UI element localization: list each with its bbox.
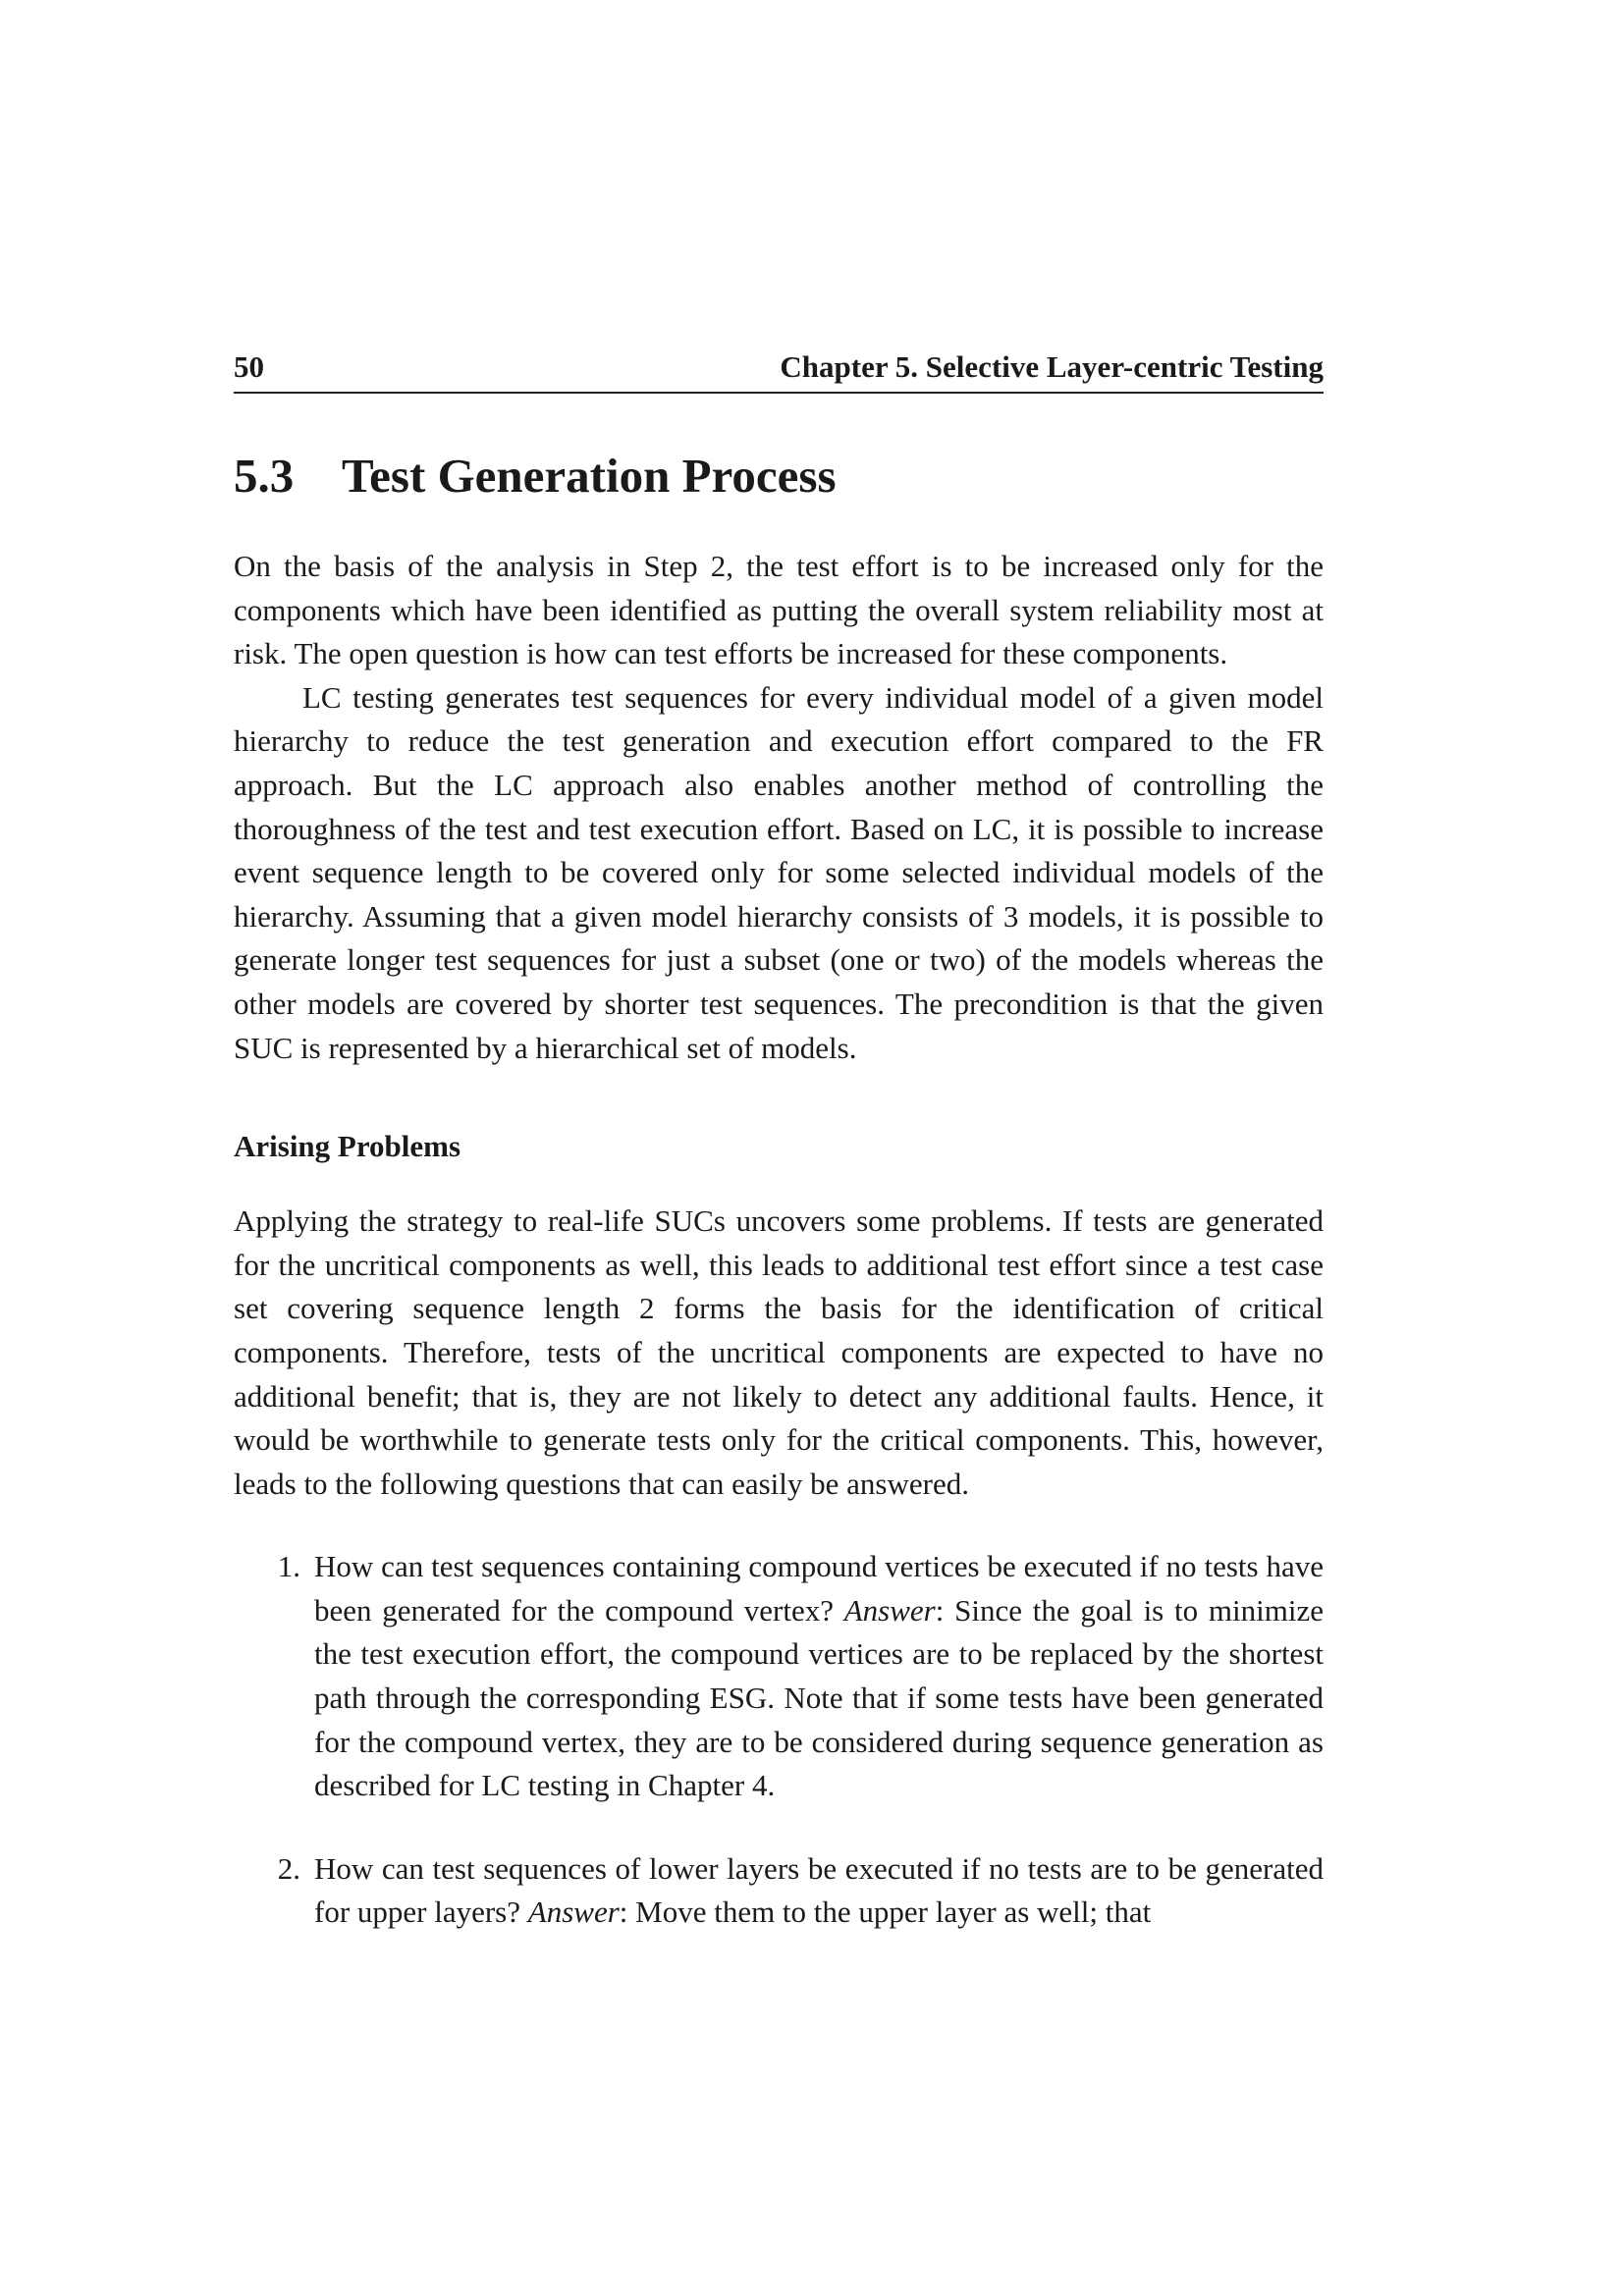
list-item-text (314, 1545, 1324, 1808)
question-text: How can test sequences containing compound vertices be executed if no tests have been generated for the compound vertex? (314, 1549, 1324, 1628)
paragraph-intro: On the basis of the analysis in Step 2, the test effort is to be increased only for the components which have been identified as putting the overall system reliability most at risk. The open question is how can test efforts be increased for these components. (234, 549, 1324, 671)
list-item-number: 2. (277, 1850, 300, 1886)
list-item (234, 1545, 1324, 1808)
paragraph-arising-problems: Applying the strategy to real-life SUCs uncovers some problems. If tests are generated for the uncritical components as well, this leads to additional test effort since a test case set covering sequence length 2 forms the basis for the identification of critical components. Therefore, tests of the uncritical components are expected to have no additional benefit; that is, they are not likely to detect any additional faults. Hence, it would be worthwhile to generate tests only for the critical components. This, however, leads to the following questions that can easily be answered. (234, 1203, 1324, 1501)
answer-label: Answer (843, 1592, 936, 1628)
page-number: 50 (234, 349, 264, 384)
section-number: 5.3 (234, 449, 295, 503)
page (234, 348, 1324, 1974)
answer-label: Answer (527, 1895, 620, 1930)
subsection-title: Arising Problems (234, 1129, 461, 1164)
section-title: Test Generation Process (342, 449, 837, 503)
section-heading (234, 447, 1324, 506)
list-item (234, 1847, 1324, 1935)
answer-text: : Since the goal is to minimize the test execution effort, the compound vertices are to be replaced by the shortest path through the corresponding ESG. Note that if some tests have been generated for the compound vertex, they are to be considered during sequence generation as described for LC testing in Chapter 4. (314, 1592, 1324, 1803)
answer-text: : Move them to the upper layer as well; that (619, 1895, 1152, 1930)
list-item-text (314, 1847, 1324, 1935)
paragraph-lc-testing: LC testing generates test sequences for every individual model of a given model hierarchy to reduce the test generation and execution effort compared to the FR approach. But the LC approach also enables another method of controlling the thoroughness of the test and test execution effort. Based on LC, it is possible to increase event sequence length to be covered only for some selected individual models of the hierarchy. Assuming that a given model hierarchy consists of 3 models, it is possible to generate longer test sequences for just a subset (one or two) of the models whereas the other models are covered by shorter test sequences. The precondition is that the given SUC is represented by a hierarchical set of models. (234, 679, 1324, 1065)
list-item-number: 1. (277, 1549, 300, 1584)
question-text: How can test sequences of lower layers be executed if no tests are to be generated for upper layers? (314, 1850, 1324, 1930)
running-head (234, 348, 1324, 394)
chapter-title: Chapter 5. Selective Layer-centric Testing (780, 349, 1324, 384)
question-list (234, 1545, 1324, 1935)
